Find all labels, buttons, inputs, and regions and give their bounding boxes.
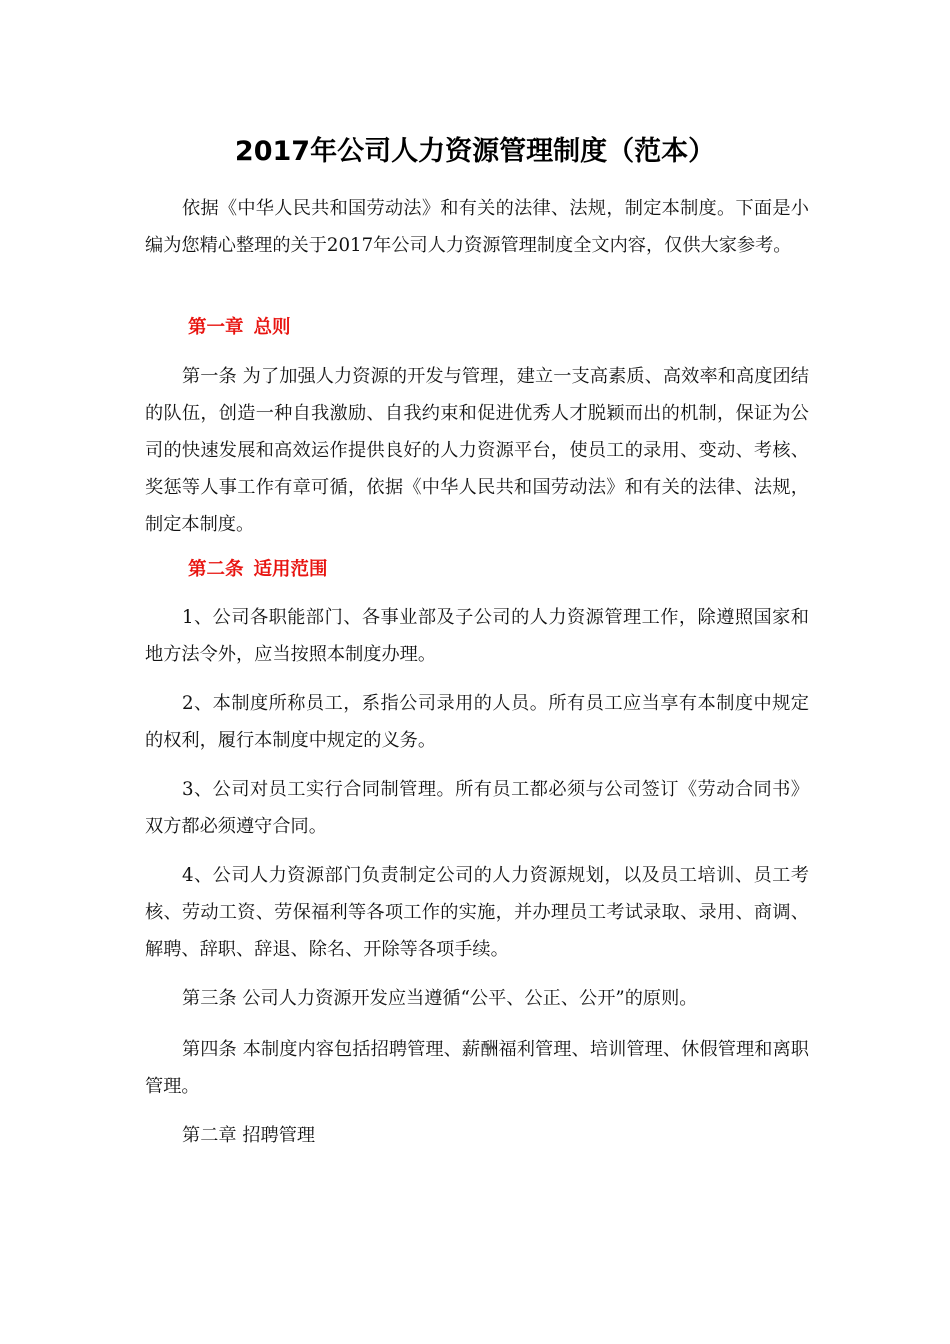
article-2-number: 第二条: [188, 559, 244, 580]
article-2-heading: [188, 555, 328, 585]
scope-item-2: 2、本制度所称员工，系指公司录用的人员。所有员工应当享有本制度中规定的权利，履行本制度中规定的义务。: [145, 693, 809, 751]
chapter-1-number: 第一章: [188, 317, 244, 338]
article-4-paragraph: 第四条 本制度内容包括招聘管理、薪酬福利管理、培训管理、休假管理和离职管理。: [145, 1039, 809, 1097]
chapter-2-heading: 第二章 招聘管理: [182, 1125, 316, 1146]
chapter-1-name: 总则: [253, 317, 291, 338]
chapter-1-heading: [188, 313, 291, 343]
intro-paragraph: 依据《中华人民共和国劳动法》和有关的法律、法规，制定本制度。下面是小编为您精心整理的关于2017年公司人力资源管理制度全文内容，仅供大家参考。: [145, 198, 809, 256]
scope-item-4: 4、公司人力资源部门负责制定公司的人力资源规划，以及员工培训、员工考核、劳动工资、劳保福利等各项工作的实施，并办理员工考试录取、录用、商调、解聘、辞职、辞退、除名、开除等各项手续。: [145, 865, 809, 960]
scope-item-1: 1、公司各职能部门、各事业部及子公司的人力资源管理工作，除遵照国家和地方法令外，应当按照本制度办理。: [145, 607, 809, 665]
document-title: 2017年公司人力资源管理制度（范本）: [234, 136, 716, 167]
article-2-name: 适用范围: [253, 559, 328, 580]
article-3-paragraph: 第三条 公司人力资源开发应当遵循“公平、公正、公开”的原则。: [182, 988, 698, 1009]
scope-item-3: 3、公司对员工实行合同制管理。所有员工都必须与公司签订《劳动合同书》双方都必须遵守合同。: [145, 779, 809, 837]
article-1-paragraph: 第一条 为了加强人力资源的开发与管理，建立一支高素质、高效率和高度团结的队伍，创造一种自我激励、自我约束和促进优秀人才脱颖而出的机制，保证为公司的快速发展和高效运作提供良好的人力资源平台，使员工的录用、变动、考核、奖惩等人事工作有章可循，依据《中华人民共和国劳动法》和有关的法律、法规，制定本制度。: [145, 366, 809, 535]
